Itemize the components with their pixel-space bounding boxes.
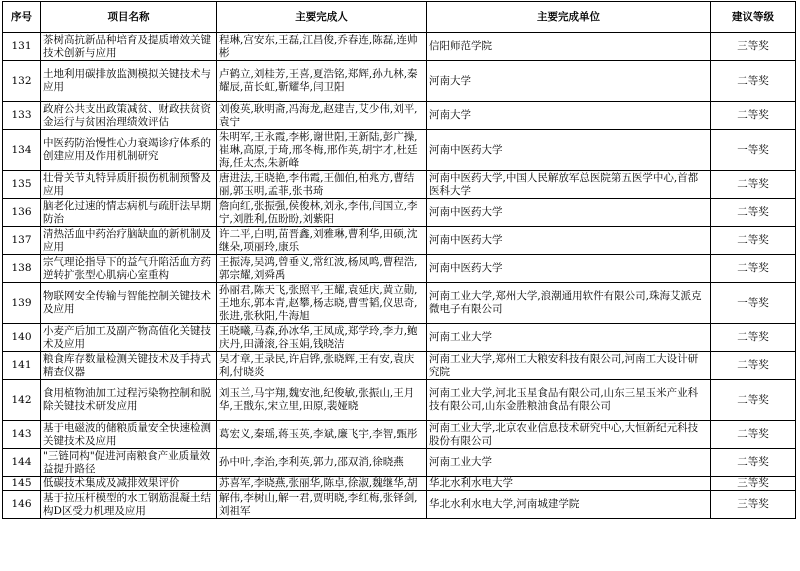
row-grade: 二等奖: [711, 61, 796, 102]
header-row: [3, 2, 796, 33]
row-grade: 三等奖: [711, 33, 796, 61]
table-row: [3, 477, 796, 491]
row-unit: 河南工业大学,河北玉星食品有限公司,山东三星玉米产业科技有限公司,山东金胜粮油食品有限公司: [427, 380, 711, 421]
row-project-name: 基于拉压杆模型的水工钢筋混凝土结构D区受力机理及应用: [41, 491, 217, 519]
row-grade: 二等奖: [711, 199, 796, 227]
row-unit: 华北水利水电大学,河南城建学院: [427, 491, 711, 519]
row-unit: 河南中医药大学,中国人民解放军总医院第五医学中心,首都医科大学: [427, 171, 711, 199]
row-unit: 河南工业大学: [427, 324, 711, 352]
row-project-name: 宗气理论指导下的益气升陷活血方药逆转扩张型心肌病心室重构: [41, 255, 217, 283]
row-contributors: 葛宏义,秦瑶,蒋玉英,李斌,廉飞宇,李智,甄彤: [217, 421, 427, 449]
table-row: [3, 421, 796, 449]
row-project-name: "三链同构"促进河南粮食产业质量效益提升路径: [41, 449, 217, 477]
table-row: [3, 33, 796, 61]
row-project-name: 基于电磁波的储粮质量安全快速检测关键技术及应用: [41, 421, 217, 449]
row-unit: 河南工业大学: [427, 449, 711, 477]
row-contributors: 詹向红,张振强,侯俊林,刘永,李伟,闫国立,李宁,刘胜利,伍盼盼,刘紫阳: [217, 199, 427, 227]
row-contributors: 苏喜军,李晓燕,张丽华,陈卓,徐淑,魏继华,胡: [217, 477, 427, 491]
row-unit: 华北水利水电大学: [427, 477, 711, 491]
row-seq: 139: [3, 283, 41, 324]
table-row: [3, 130, 796, 171]
row-grade: 二等奖: [711, 102, 796, 130]
row-unit: 河南中医药大学: [427, 199, 711, 227]
header-project-name: 项目名称: [41, 2, 217, 33]
row-unit: 河南大学: [427, 102, 711, 130]
row-project-name: 土地利用碳排放监测模拟关键技术与应用: [41, 61, 217, 102]
row-project-name: 粮食库存数量检测关键技术及手持式精查仪器: [41, 352, 217, 380]
row-seq: 131: [3, 33, 41, 61]
row-contributors: 唐进法,王晓艳,李伟霞,王伽伯,柏兆方,曹结丽,郭玉明,孟菲,张书琦: [217, 171, 427, 199]
awards-table: [2, 1, 796, 519]
table-row: [3, 283, 796, 324]
row-seq: 142: [3, 380, 41, 421]
row-contributors: 孙中叶,李治,李利英,郭力,邵双消,徐晓燕: [217, 449, 427, 477]
header-main-units: 主要完成单位: [427, 2, 711, 33]
row-project-name: 茶树高抗新品种培育及提质增效关键技术创新与应用: [41, 33, 217, 61]
row-project-name: 清热活血中药治疗脑缺血的新机制及应用: [41, 227, 217, 255]
row-seq: 138: [3, 255, 41, 283]
row-seq: 140: [3, 324, 41, 352]
row-seq: 144: [3, 449, 41, 477]
row-unit: 信阳师范学院: [427, 33, 711, 61]
row-grade: 二等奖: [711, 352, 796, 380]
row-contributors: 王晓曦,马森,孙冰华,王凤成,郑学玲,李力,鲍庆丹,田潇滚,谷玉娟,钱晓洁: [217, 324, 427, 352]
row-project-name: 政府公共支出政策减贫、财政扶贫资金运行与贫困治理绩效评估: [41, 102, 217, 130]
row-grade: 二等奖: [711, 380, 796, 421]
row-contributors: 孙丽君,陈天飞,张照平,王耀,袁延庆,黄立勋,王地东,郭本青,赵攀,杨志晓,曹雪韬,仪思奇,张进,张秋阳,牛海旭: [217, 283, 427, 324]
table-row: [3, 227, 796, 255]
row-seq: 137: [3, 227, 41, 255]
row-unit: 河南工业大学,郑州大学,浪潮通用软件有限公司,珠海艾派克微电子有限公司: [427, 283, 711, 324]
table-row: [3, 102, 796, 130]
row-contributors: 刘俊英,耿明斋,冯海龙,赵建吉,艾少伟,刘平,袁宁: [217, 102, 427, 130]
row-grade: 一等奖: [711, 283, 796, 324]
table-row: [3, 171, 796, 199]
row-unit: 河南工业大学,北京农业信息技术研究中心,大恒新纪元科技股份有限公司: [427, 421, 711, 449]
row-grade: 二等奖: [711, 324, 796, 352]
row-seq: 145: [3, 477, 41, 491]
row-contributors: 王振涛,吴鸿,曾垂义,常红波,杨凤鸣,曹程浩,郭宗耀,刘舜禹: [217, 255, 427, 283]
row-seq: 141: [3, 352, 41, 380]
row-seq: 132: [3, 61, 41, 102]
row-unit: 河南中医药大学: [427, 130, 711, 171]
row-contributors: 程琳,宫安东,王磊,江昌俊,乔春连,陈磊,连帅彬: [217, 33, 427, 61]
row-contributors: 刘玉兰,马宇翔,魏安池,纪俊敏,张振山,王月华,王戬东,宋立里,田原,裴娅晓: [217, 380, 427, 421]
row-project-name: 脑老化过速的情志病机与疏肝法早期防治: [41, 199, 217, 227]
row-seq: 133: [3, 102, 41, 130]
table-row: [3, 352, 796, 380]
table-row: [3, 380, 796, 421]
row-project-name: 中医药防治慢性心力衰竭诊疗体系的创建应用及作用机制研究: [41, 130, 217, 171]
row-project-name: 低碳技术集成及减排效果评价: [41, 477, 217, 491]
row-project-name: 食用植物油加工过程污染物控制和脱除关键技术研发应用: [41, 380, 217, 421]
row-grade: 二等奖: [711, 449, 796, 477]
row-grade: 二等奖: [711, 255, 796, 283]
row-grade: 三等奖: [711, 491, 796, 519]
row-contributors: 吴才章,王录民,许启铧,张晓辉,王有安,袁庆利,付晓炎: [217, 352, 427, 380]
header-main-contributors: 主要完成人: [217, 2, 427, 33]
row-grade: 一等奖: [711, 130, 796, 171]
table-row: [3, 449, 796, 477]
row-seq: 143: [3, 421, 41, 449]
header-suggested-grade: 建议等级: [711, 2, 796, 33]
table-row: [3, 61, 796, 102]
row-contributors: 朱明军,王永霞,李彬,谢世阳,王新陆,彭广操,崔琳,高原,于琦,邢冬梅,邢作英,胡宇才,杜廷海,任太杰,朱新峰: [217, 130, 427, 171]
row-contributors: 许二平,白明,苗晋鑫,刘雅琳,曹利华,田硕,沈继朵,项丽玲,康乐: [217, 227, 427, 255]
row-unit: 河南工业大学,郑州工大粮安科技有限公司,河南工大设计研究院: [427, 352, 711, 380]
row-unit: 河南大学: [427, 61, 711, 102]
row-project-name: 壮骨关节丸特异质肝损伤机制预警及应用: [41, 171, 217, 199]
table-row: [3, 324, 796, 352]
row-contributors: 解伟,李树山,解一君,贾明晓,李红梅,张铎剑,刘祖军: [217, 491, 427, 519]
row-grade: 二等奖: [711, 421, 796, 449]
row-grade: 二等奖: [711, 227, 796, 255]
table-row: [3, 199, 796, 227]
row-seq: 135: [3, 171, 41, 199]
row-seq: 136: [3, 199, 41, 227]
row-seq: 146: [3, 491, 41, 519]
row-seq: 134: [3, 130, 41, 171]
row-unit: 河南中医药大学: [427, 255, 711, 283]
row-project-name: 小麦产后加工及副产物高值化关键技术及应用: [41, 324, 217, 352]
row-grade: 二等奖: [711, 171, 796, 199]
row-contributors: 卢鹤立,刘桂芳,王喜,夏浩铭,郑辉,孙九林,秦耀辰,苗长虹,靳耀华,闫卫阳: [217, 61, 427, 102]
row-unit: 河南中医药大学: [427, 227, 711, 255]
table-row: [3, 491, 796, 519]
table-row: [3, 255, 796, 283]
header-seq: 序号: [3, 2, 41, 33]
row-project-name: 物联网安全传输与智能控制关键技术及应用: [41, 283, 217, 324]
row-grade: 三等奖: [711, 477, 796, 491]
